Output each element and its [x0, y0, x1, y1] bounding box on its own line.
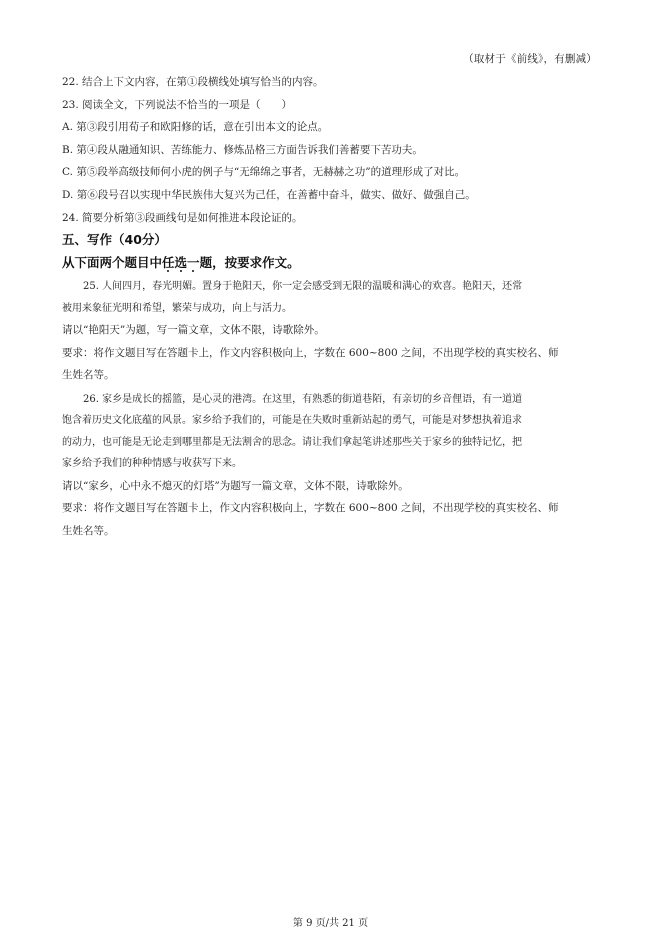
prompt-26-requirements-cont: 生姓名等。	[62, 524, 115, 537]
prompt-26-text	[62, 389, 602, 475]
question-22: 22. 结合上下文内容，在第①段横线处填写恰当的内容。	[62, 76, 324, 88]
section-instruction	[62, 252, 602, 275]
question-23-option-d: D. 第⑥段号召以实现中华民族伟大复兴为己任，在善蓄中奋斗，做实、做好、做强自己。	[62, 188, 476, 201]
prompt-25-requirements: 要求：将作文题目写在答题卡上，作文内容积极向上，字数在 600~800 之间，不出现学校的真实校名、师	[62, 346, 559, 359]
prompt-25-text	[62, 276, 602, 319]
question-23-option-b: B. 第④段从融通知识、苦练能力、修炼品格三方面告诉我们善蓄要下苦功夫。	[62, 143, 423, 156]
page-number: 第 9 页/共 21 页	[292, 918, 369, 929]
emphasis-char: 选	[174, 254, 188, 270]
instruction-text: 从下面两个题目中	[62, 254, 163, 270]
page-content	[62, 71, 602, 542]
prompt-26-line: 家乡给予我们的种种情感与收获写下来。	[62, 458, 242, 470]
prompt-25-title-requirement: 请以“艳阳天”为题，写一篇文章，文体不限，诗歌除外。	[62, 324, 325, 337]
prompt-26-title-requirement: 请以“家乡，心中永不熄灭的灯塔”为题写一篇文章，文体不限，诗歌除外。	[62, 479, 409, 492]
prompt-26-line: 饱含着历史文化底蕴的风景。家乡给予我们的，可能是在失败时重新站起的勇气，可能是对梦想执着追求	[62, 415, 522, 427]
emphasis-char: 任	[162, 254, 175, 270]
prompt-26-requirements: 要求：将作文题目写在答题卡上，作文内容积极向上，字数在 600~800 之间，不出现学校的真实校名、师	[62, 502, 559, 515]
question-23: 23. 阅读全文，下列说法不恰当的一项是（ ）	[62, 98, 293, 111]
prompt-25-line: 被用来象征光明和希望，繁荣与成功，向上与活力。	[62, 302, 292, 314]
question-24: 24. 简要分析第③段画线句是如何推进本段论证的。	[62, 211, 303, 224]
emphasis-char: 一	[187, 254, 200, 270]
question-23-option-c: C. 第⑤段举高级技师何小虎的例子与“无绵绵之事者，无赫赫之功”的道理形成了对比。	[62, 166, 466, 179]
prompt-25-line: 25. 人间四月，春光明媚。置身于艳阳天，你一定会感受到无限的温暖和满心的欢喜。艳阳天，还常	[83, 281, 523, 293]
instruction-text: 题，按要求作文。	[199, 254, 300, 270]
section-title: 五、写作（40分）	[62, 232, 167, 248]
source-note: （取材于《前线》，有删减）	[463, 53, 597, 65]
prompt-25-requirements-cont: 生姓名等。	[62, 369, 115, 382]
prompt-26-line: 26. 家乡是成长的摇篮，是心灵的港湾。在这里，有熟悉的街道巷陌，有亲切的乡音俚语，有一道道	[83, 393, 523, 405]
question-23-option-a: A. 第③段引用荀子和欧阳修的话，意在引出本文的论点。	[62, 121, 329, 134]
prompt-26-line: 的动力，也可能是无论走到哪里都是无法割舍的思念。请让我们拿起笔讲述那些关于家乡的独特记忆，把	[62, 436, 522, 448]
